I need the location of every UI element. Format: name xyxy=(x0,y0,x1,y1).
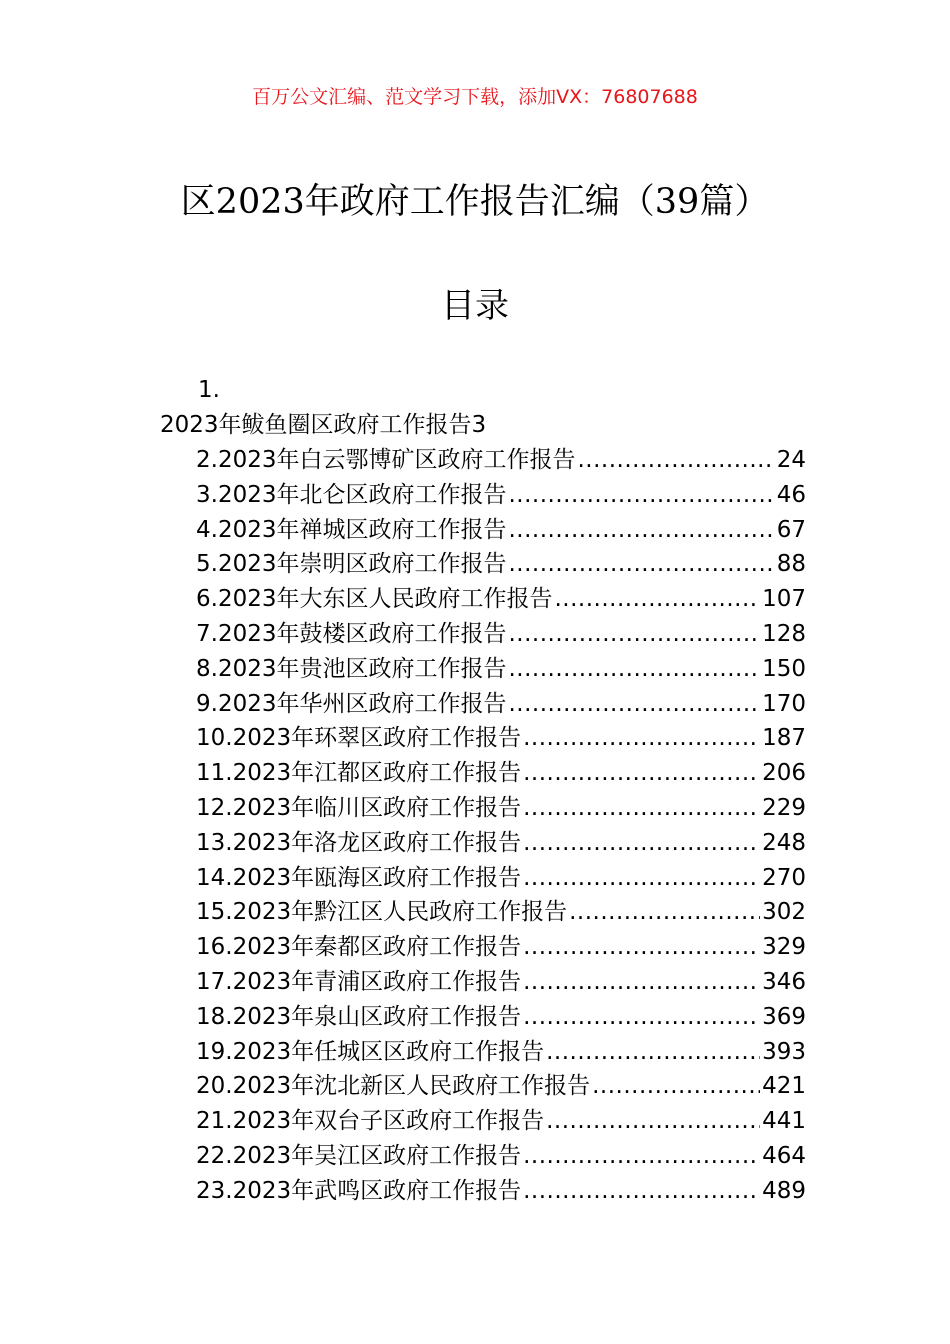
toc-entry-page: 302 xyxy=(762,899,806,926)
toc-entry-text: 9.2023年华州区政府工作报告 xyxy=(196,690,507,717)
toc-entry-page: 206 xyxy=(762,760,806,787)
toc-entry[interactable] xyxy=(196,515,806,550)
toc-entry-page: 393 xyxy=(762,1038,806,1065)
toc-entry-page: 248 xyxy=(762,829,806,856)
toc-dot-leader xyxy=(523,758,760,788)
toc-entry-text: 17.2023年青浦区政府工作报告 xyxy=(196,968,522,995)
toc-dot-leader xyxy=(508,480,774,510)
toc-entry-page: 346 xyxy=(762,968,806,995)
toc-entry-text: 21.2023年双台子区政府工作报告 xyxy=(196,1108,545,1135)
toc-dot-leader xyxy=(523,1176,760,1206)
toc-entry-text: 20.2023年沈北新区人民政府工作报告 xyxy=(196,1073,591,1100)
toc-entry-page: 464 xyxy=(762,1142,806,1169)
toc-dot-leader xyxy=(569,897,760,927)
toc-entry[interactable] xyxy=(196,967,806,1002)
toc-dot-leader xyxy=(523,967,760,997)
toc-entry-text: 3.2023年北仑区政府工作报告 xyxy=(196,481,507,508)
toc-dot-leader xyxy=(523,1002,760,1032)
toc-entry-text: 13.2023年洛龙区政府工作报告 xyxy=(196,829,522,856)
toc-entry[interactable] xyxy=(196,445,806,480)
toc-entry[interactable] xyxy=(196,758,806,793)
toc-entry-page: 229 xyxy=(762,794,806,821)
toc-dot-leader xyxy=(523,793,760,823)
toc-entry[interactable] xyxy=(196,1176,806,1211)
title-year: 2023 xyxy=(215,182,305,222)
toc-entry-text: 8.2023年贵池区政府工作报告 xyxy=(196,655,507,682)
toc-first-entry-text[interactable]: 2023年鲅鱼圈区政府工作报告3 xyxy=(160,412,487,438)
toc-entry[interactable] xyxy=(196,549,806,584)
toc-entry-page: 67 xyxy=(776,516,806,543)
toc-dot-leader xyxy=(523,1141,760,1171)
toc-entry[interactable] xyxy=(196,480,806,515)
toc-entry-page: 24 xyxy=(776,447,806,473)
toc-entry-page: 187 xyxy=(762,725,806,752)
toc-entry-text: 19.2023年任城区区政府工作报告 xyxy=(196,1038,545,1065)
toc-heading: 目录 xyxy=(441,286,509,326)
toc-entry-text: 23.2023年武鸣区政府工作报告 xyxy=(196,1177,522,1204)
toc-entry-page: 88 xyxy=(776,551,806,578)
toc-entry-page: 170 xyxy=(762,690,806,717)
toc-entry-text: 18.2023年泉山区政府工作报告 xyxy=(196,1003,522,1030)
toc-entry[interactable] xyxy=(196,897,806,932)
toc-dot-leader xyxy=(523,828,760,858)
title-suffix: 篇） xyxy=(699,182,770,222)
toc-dot-leader xyxy=(592,1071,760,1101)
toc-entry-page: 489 xyxy=(762,1177,806,1204)
title-count: 39 xyxy=(654,182,700,222)
toc-entry[interactable] xyxy=(196,619,806,654)
toc-entry-page: 128 xyxy=(762,620,806,647)
toc-entry-text: 16.2023年秦都区政府工作报告 xyxy=(196,934,522,961)
toc-entry[interactable] xyxy=(196,932,806,967)
toc-dot-leader xyxy=(523,932,760,962)
toc-entry-page: 441 xyxy=(762,1108,806,1135)
document-title xyxy=(0,178,950,226)
toc-entry-page: 107 xyxy=(762,586,806,613)
toc-entry-text: 12.2023年临川区政府工作报告 xyxy=(196,794,522,821)
toc-dot-leader xyxy=(577,445,774,475)
toc-entry-text: 22.2023年吴江区政府工作报告 xyxy=(196,1142,522,1169)
toc-dot-leader xyxy=(508,515,774,545)
toc-entry-text: 15.2023年黔江区人民政府工作报告 xyxy=(196,899,568,926)
toc-entry-page: 329 xyxy=(762,934,806,961)
toc-entry[interactable] xyxy=(196,863,806,898)
toc-entry-text: 5.2023年崇明区政府工作报告 xyxy=(196,551,507,578)
toc-entry-text: 7.2023年鼓楼区政府工作报告 xyxy=(196,620,507,647)
toc-entry[interactable] xyxy=(196,1037,806,1072)
toc-entry-text: 2.2023年白云鄂博矿区政府工作报告 xyxy=(196,447,576,473)
toc-entry-page: 369 xyxy=(762,1003,806,1030)
toc-dot-leader xyxy=(508,549,774,579)
toc-dot-leader xyxy=(508,654,760,684)
title-middle: 年政府工作报告汇编（ xyxy=(304,182,655,222)
toc-dot-leader xyxy=(508,689,760,719)
toc-entry[interactable] xyxy=(196,1141,806,1176)
toc-dot-leader xyxy=(523,723,760,753)
toc-entry[interactable] xyxy=(196,1071,806,1106)
toc-entry-page: 421 xyxy=(762,1073,806,1100)
toc-dot-leader xyxy=(546,1037,760,1067)
toc-entry[interactable] xyxy=(196,1106,806,1141)
toc-dot-leader xyxy=(508,619,760,649)
title-prefix: 区 xyxy=(180,182,216,222)
toc-list xyxy=(196,445,806,1211)
toc-entry[interactable] xyxy=(196,723,806,758)
toc-entry-text: 6.2023年大东区人民政府工作报告 xyxy=(196,586,553,613)
toc-entry[interactable] xyxy=(196,793,806,828)
toc-entry-text: 11.2023年江都区政府工作报告 xyxy=(196,760,522,787)
toc-entry[interactable] xyxy=(196,1002,806,1037)
toc-first-entry-number[interactable]: 1. xyxy=(198,377,220,403)
toc-entry[interactable] xyxy=(196,828,806,863)
toc-entry[interactable] xyxy=(196,654,806,689)
toc-dot-leader xyxy=(554,584,760,614)
toc-entry-page: 46 xyxy=(776,481,806,508)
toc-entry-text: 10.2023年环翠区政府工作报告 xyxy=(196,725,522,752)
toc-entry[interactable] xyxy=(196,689,806,724)
toc-entry-text: 4.2023年禅城区政府工作报告 xyxy=(196,516,507,543)
toc-entry-page: 270 xyxy=(762,864,806,891)
promo-banner: 百万公文汇编、范文学习下载，添加VX：76807688 xyxy=(252,86,698,108)
toc-entry-page: 150 xyxy=(762,655,806,682)
toc-entry-text: 14.2023年瓯海区政府工作报告 xyxy=(196,864,522,891)
toc-dot-leader xyxy=(523,863,760,893)
toc-dot-leader xyxy=(546,1106,760,1136)
toc-entry[interactable] xyxy=(196,584,806,619)
